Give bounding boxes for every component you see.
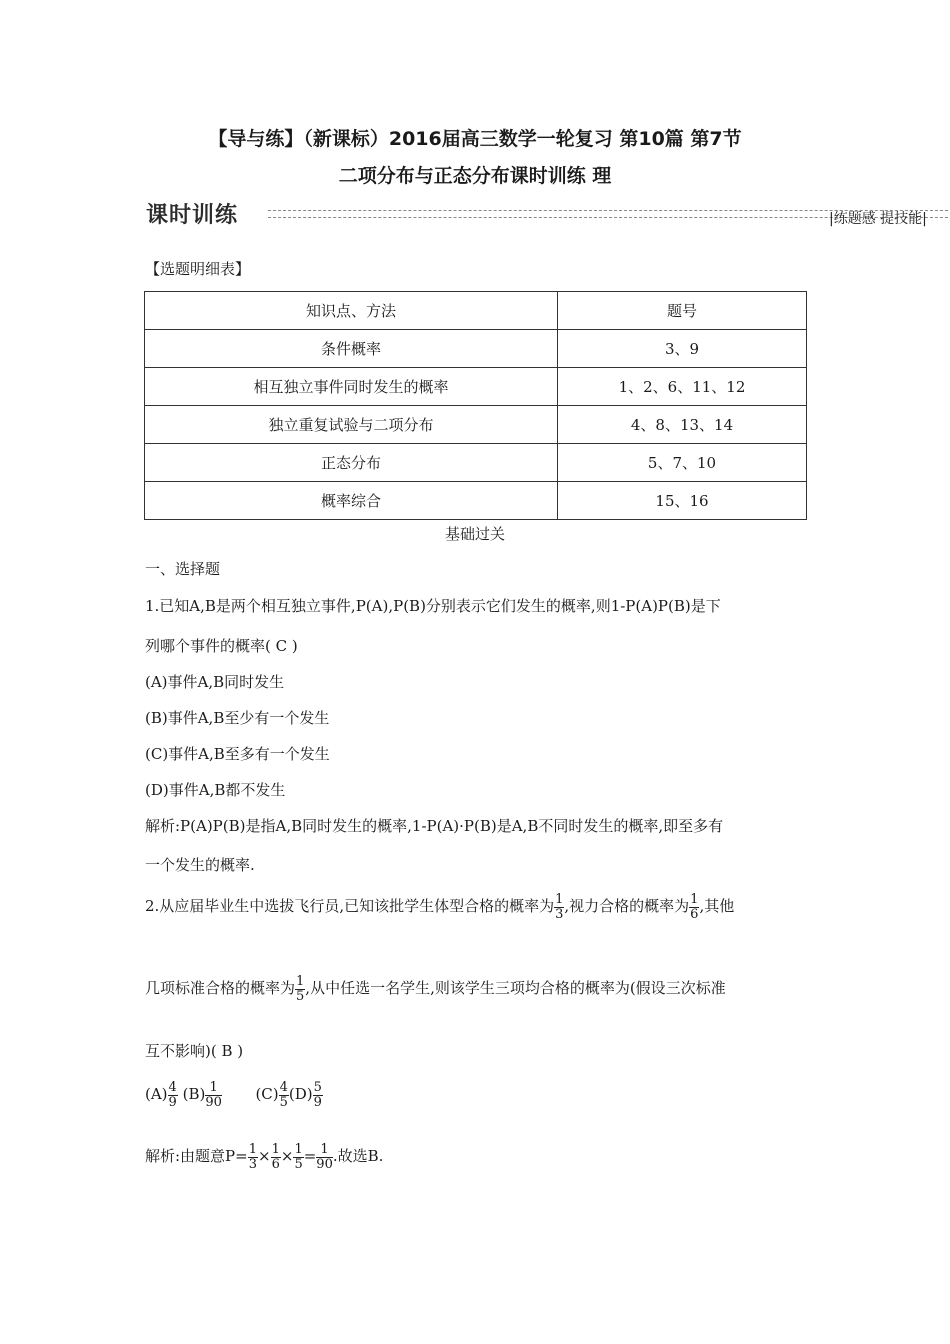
level-heading: 基础过关 bbox=[444, 525, 505, 543]
q2-option-a-label: (A) bbox=[145, 1085, 168, 1103]
fraction: $\frac{1}{3}$ bbox=[555, 891, 564, 922]
table-row bbox=[145, 330, 807, 368]
q2-analysis bbox=[145, 1140, 383, 1172]
part-heading: 一、选择题 bbox=[145, 560, 221, 578]
table-header-cell: 知识点、方法 bbox=[145, 292, 558, 330]
fraction: $\frac{1}{90}$ bbox=[205, 1079, 222, 1110]
q2-stem-text: ,从中任选一名学生,则该学生三项均合格的概率为(假设三次标准 bbox=[305, 979, 726, 997]
q2-stem-text: ,视力合格的概率为 bbox=[564, 897, 690, 915]
times-sign: × bbox=[258, 1147, 271, 1165]
q2-option-d-label: (D) bbox=[288, 1085, 313, 1103]
table-cell: 概率综合 bbox=[145, 482, 558, 520]
q2-stem-text: 几项标准合格的概率为 bbox=[145, 979, 296, 997]
q2-stem-line1 bbox=[145, 890, 734, 922]
table-header-row bbox=[145, 292, 807, 330]
fraction: $\frac{5}{9}$ bbox=[313, 1079, 322, 1110]
doc-title-line2: 二项分布与正态分布课时训练 理 bbox=[338, 165, 612, 187]
table-row bbox=[145, 444, 807, 482]
table-row bbox=[145, 406, 807, 444]
table-cell: 正态分布 bbox=[145, 444, 558, 482]
q1-analysis-line1: 解析:P(A)P(B)是指A,B同时发生的概率,1-P(A)·P(B)是A,B不同时发生的概率,即至多有 bbox=[145, 817, 724, 835]
q2-stem-line3: 互不影响)( B ) bbox=[145, 1042, 244, 1060]
q2-stem-line2 bbox=[145, 972, 726, 1004]
times-sign: × bbox=[280, 1147, 294, 1165]
q1-stem-line2: 列哪个事件的概率( C ) bbox=[145, 637, 298, 655]
table-cell: 4、8、13、14 bbox=[558, 406, 807, 444]
table-caption: 【选题明细表】 bbox=[145, 260, 251, 278]
q1-analysis-line2: 一个发生的概率. bbox=[145, 856, 255, 874]
fraction: $\frac{1}{3}$ bbox=[248, 1141, 257, 1172]
table-cell: 5、7、10 bbox=[558, 444, 807, 482]
q1-option-c: (C)事件A,B至多有一个发生 bbox=[145, 745, 330, 763]
table-cell: 15、16 bbox=[558, 482, 807, 520]
q2-stem-text: ,其他 bbox=[699, 897, 735, 915]
table-header-cell: 题号 bbox=[558, 292, 807, 330]
fraction: $\frac{4}{9}$ bbox=[168, 1079, 177, 1110]
equals-sign: = bbox=[303, 1147, 317, 1165]
topic-table bbox=[144, 291, 807, 520]
fraction: $\frac{1}{6}$ bbox=[271, 1141, 280, 1172]
q1-option-b: (B)事件A,B至少有一个发生 bbox=[145, 709, 330, 727]
section-banner bbox=[146, 198, 946, 234]
q2-options bbox=[145, 1078, 323, 1110]
q2-stem-text: 2.从应届毕业生中选拔飞行员,已知该批学生体型合格的概率为 bbox=[145, 897, 555, 915]
doc-title-line1: 【导与练】（新课标）2016届高三数学一轮复习 第10篇 第7节 bbox=[208, 128, 742, 150]
fraction: $\frac{1}{6}$ bbox=[690, 891, 699, 922]
q2-option-c-label: (C) bbox=[255, 1085, 279, 1103]
table-cell: 独立重复试验与二项分布 bbox=[145, 406, 558, 444]
table-row bbox=[145, 482, 807, 520]
table-cell: 相互独立事件同时发生的概率 bbox=[145, 368, 558, 406]
table-cell: 1、2、6、11、12 bbox=[558, 368, 807, 406]
q2-option-b-label: (B) bbox=[182, 1085, 206, 1103]
q1-option-a: (A)事件A,B同时发生 bbox=[145, 673, 285, 691]
table-cell: 3、9 bbox=[558, 330, 807, 368]
table-cell: 条件概率 bbox=[145, 330, 558, 368]
fraction: $\frac{1}{5}$ bbox=[294, 1141, 303, 1172]
fraction: $\frac{1}{5}$ bbox=[296, 973, 305, 1004]
banner-tag: |练题感 提技能| bbox=[829, 211, 927, 227]
q1-stem-line1: 1.已知A,B是两个相互独立事件,P(A),P(B)分别表示它们发生的概率,则1-P(A)P(B)是下 bbox=[145, 597, 721, 615]
q2-analysis-text: 解析:由题意P= bbox=[145, 1147, 248, 1165]
table-row bbox=[145, 368, 807, 406]
q2-analysis-text: .故选B. bbox=[332, 1147, 384, 1165]
fraction: $\frac{1}{90}$ bbox=[316, 1141, 333, 1172]
fraction: $\frac{4}{5}$ bbox=[279, 1079, 288, 1110]
q1-option-d: (D)事件A,B都不发生 bbox=[145, 781, 286, 799]
banner-label: 课时训练 bbox=[146, 203, 239, 228]
